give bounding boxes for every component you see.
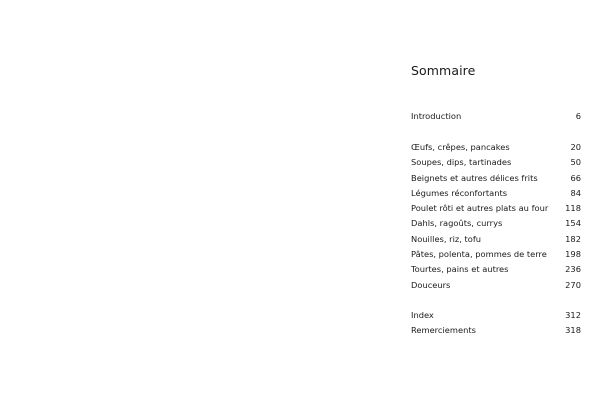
- toc-entry-page: 84: [570, 187, 581, 198]
- toc-entry[interactable]: [411, 232, 581, 247]
- toc-entry-page: 198: [565, 249, 581, 260]
- toc-entry[interactable]: [411, 186, 581, 201]
- toc-entry-page: 20: [570, 142, 581, 152]
- table-of-contents: [411, 62, 581, 336]
- toc-entry-label: Tourtes, pains et autres: [411, 264, 509, 275]
- toc-entry-page: 270: [565, 279, 581, 290]
- toc-entry[interactable]: [411, 323, 581, 338]
- toc-entry-label: Œufs, crêpes, pancakes: [411, 142, 510, 152]
- toc-entry[interactable]: [411, 262, 581, 277]
- toc-entry-page: 66: [570, 172, 581, 183]
- toc-entry-label: Légumes réconfortants: [411, 187, 508, 198]
- toc-entry-page: 236: [565, 264, 581, 275]
- toc-entry[interactable]: [411, 201, 581, 216]
- toc-intro-group: [411, 109, 581, 124]
- toc-entry-label: Pâtes, polenta, pommes de terre: [411, 249, 547, 260]
- toc-entry-label: Soupes, dips, tartinades: [411, 157, 512, 168]
- toc-entry-page: 6: [575, 111, 581, 121]
- toc-entry-label: Index: [411, 310, 434, 320]
- toc-title: Sommaire: [411, 63, 476, 78]
- toc-entry-page: 312: [565, 310, 581, 320]
- toc-entry[interactable]: [411, 171, 581, 186]
- toc-chapters-group: [411, 140, 581, 293]
- toc-entry-label: Introduction: [411, 111, 462, 121]
- toc-entry-label: Beignets et autres délices frits: [411, 172, 538, 183]
- toc-entry-label: Poulet rôti et autres plats au four: [411, 203, 549, 214]
- toc-entry-page: 318: [565, 325, 581, 336]
- toc-entry[interactable]: [411, 278, 581, 293]
- toc-entry-page: 118: [565, 203, 581, 214]
- toc-entry[interactable]: [411, 155, 581, 170]
- toc-entry-page: 154: [565, 218, 581, 229]
- toc-entry-label: Douceurs: [411, 279, 451, 290]
- toc-entry-label: Nouilles, riz, tofu: [411, 233, 482, 244]
- toc-entry-label: Remerciements: [411, 325, 476, 336]
- toc-entry-page: 182: [565, 233, 581, 244]
- toc-entry[interactable]: [411, 140, 581, 155]
- toc-entry[interactable]: [411, 216, 581, 231]
- toc-entry[interactable]: [411, 247, 581, 262]
- toc-entry-page: 50: [570, 157, 581, 168]
- toc-entry[interactable]: [411, 109, 581, 124]
- toc-entry[interactable]: [411, 308, 581, 323]
- toc-entry-label: Dahls, ragoûts, currys: [411, 218, 503, 229]
- toc-back-matter-group: [411, 308, 581, 339]
